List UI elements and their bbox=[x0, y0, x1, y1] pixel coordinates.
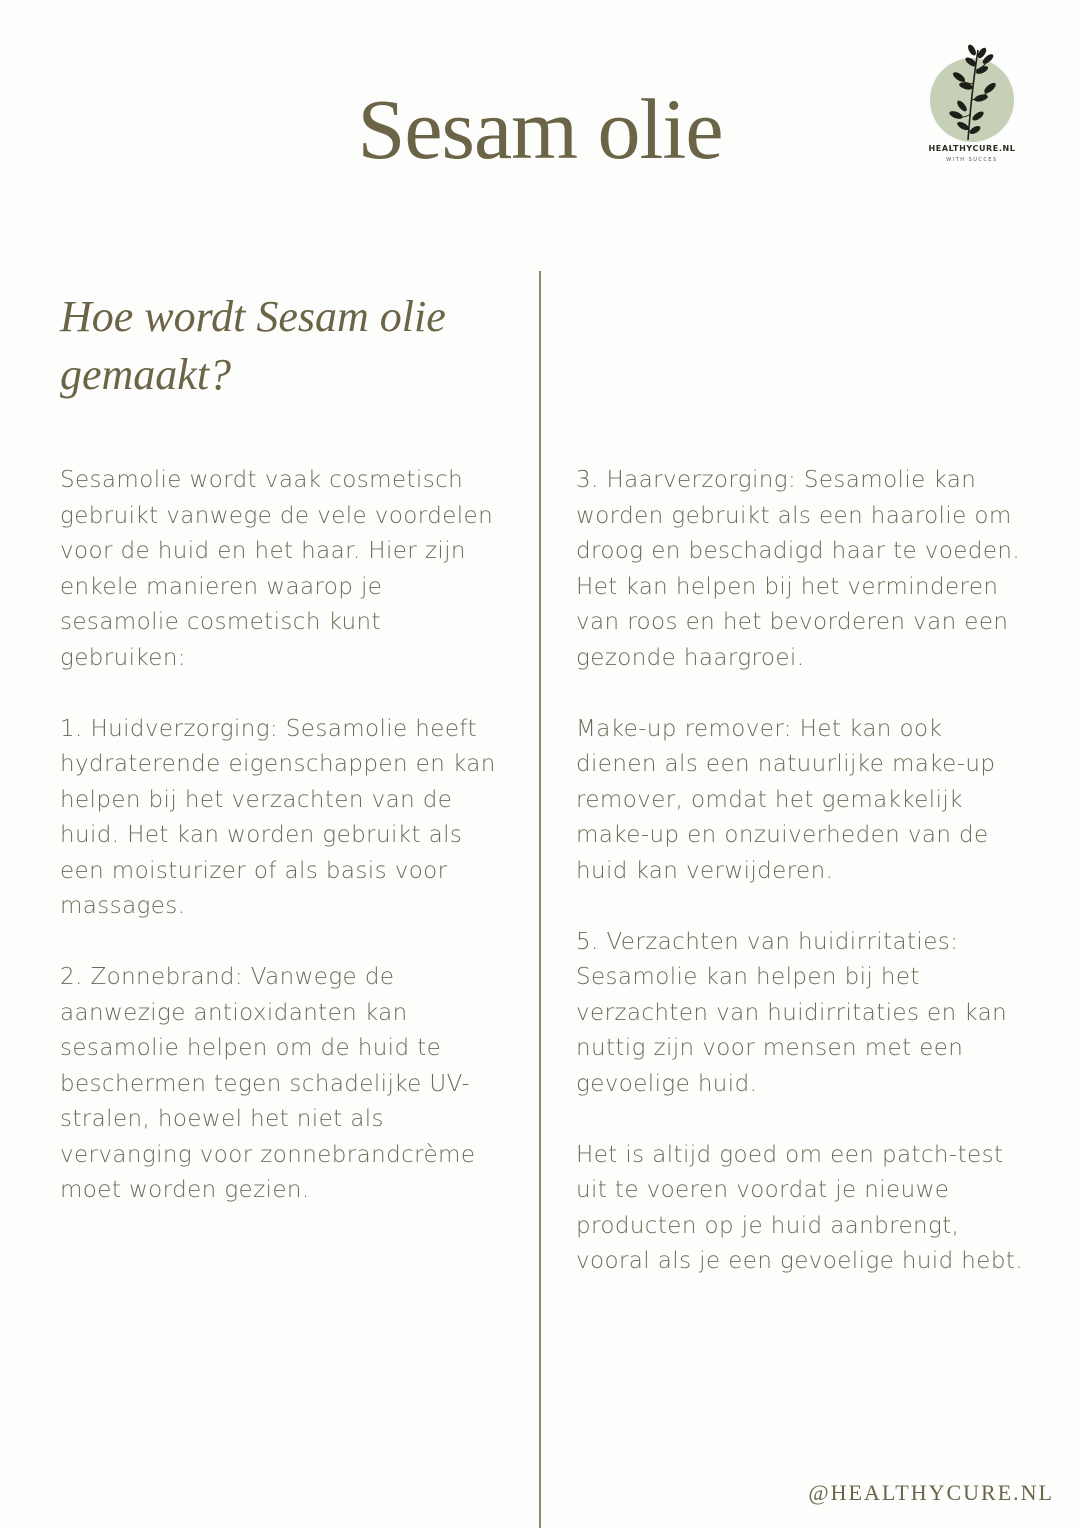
page-title: Sesam olie bbox=[357, 81, 723, 177]
column-divider bbox=[539, 271, 541, 1528]
brand-logo bbox=[916, 44, 1028, 168]
footer-handle: @HEALTHYCURE.NL bbox=[808, 1480, 1054, 1505]
leaf-branch-icon bbox=[916, 44, 1028, 144]
list-item-zonnebrand: 2. Zonnebrand: Vanwege de aanwezige antioxidanten kan sesamolie helpen om de huid te beschermen tegen schadelijke UV- stralen, hoewel het niet als vervanging voor zonnebrandcrème moet worden gezien. bbox=[60, 964, 476, 1203]
section-heading: Hoe wordt Sesam olie gemaakt? bbox=[60, 292, 446, 399]
list-item-huidirritaties: 5. Verzachten van huidirritaties: Sesamolie kan helpen bij het verzachten van huidirritaties en kan nuttig zijn voor mensen met een gevoelige huid. bbox=[576, 928, 1008, 1097]
right-column bbox=[576, 463, 1046, 1315]
logo-tagline: WITH SUCCES bbox=[946, 157, 998, 163]
logo-name: HEALTHYCURE.NL bbox=[928, 144, 1016, 153]
list-item-haarverzorging: 3. Haarverzorging: Sesamolie kan worden gebruikt als een haarolie om droog en beschadigd haar te voeden. Het kan helpen bij het verminderen van roos en het bevorderen van een gezonde haargroei. bbox=[576, 467, 1021, 671]
closing-paragraph: Het is altijd goed om een patch-test uit te voeren voordat je nieuwe producten op je huid aanbrengt, vooral als je een gevoelige huid hebt. bbox=[576, 1141, 1023, 1274]
list-item-huidverzorging: 1. Huidverzorging: Sesamolie heeft hydraterende eigenschappen en kan helpen bij het verzachten van de huid. Het kan worden gebruikt als een moisturizer of als basis voor massages. bbox=[60, 715, 496, 919]
left-column bbox=[60, 463, 520, 1244]
list-item-make-up-remover: Make-up remover: Het kan ook dienen als een natuurlijke make-up remover, omdat het gemakkelijk make-up en onzuiverheden van de huid kan verwijderen. bbox=[576, 715, 996, 884]
intro-paragraph: Sesamolie wordt vaak cosmetisch gebruikt vanwege de vele voordelen voor de huid en het haar. Hier zijn enkele manieren waarop je sesamolie cosmetisch kunt gebruiken: bbox=[60, 467, 494, 671]
